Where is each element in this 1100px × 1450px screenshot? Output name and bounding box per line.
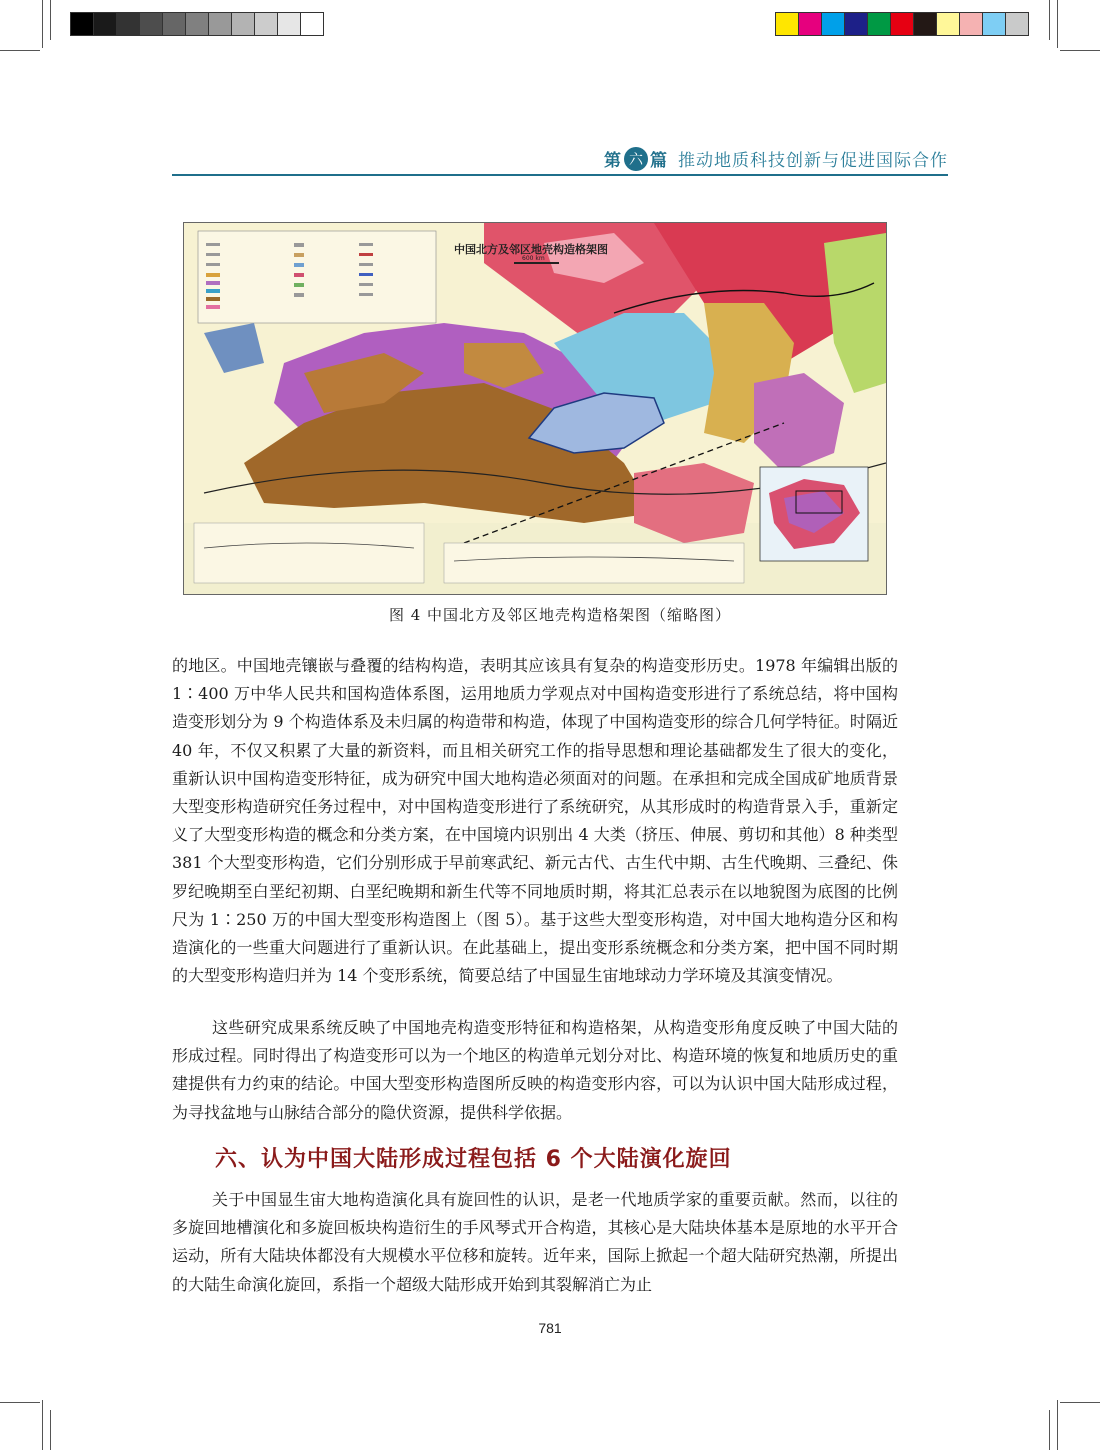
color-swatch — [845, 13, 868, 35]
crop-mark-top-left-h — [0, 50, 40, 51]
gray-swatch — [232, 13, 255, 35]
tectonic-map-image — [184, 223, 886, 594]
gray-swatch — [94, 13, 117, 35]
gray-swatch — [163, 13, 186, 35]
gray-swatch — [209, 13, 232, 35]
color-swatch — [891, 13, 914, 35]
page-number: 781 — [538, 1320, 562, 1336]
color-swatch — [799, 13, 822, 35]
color-swatch — [960, 13, 983, 35]
color-swatch — [983, 13, 1006, 35]
map-scale-label: 600 km — [522, 255, 545, 262]
part-suffix: 篇 — [650, 151, 668, 171]
grayscale-calibration-bar — [70, 12, 324, 36]
gray-swatch — [255, 13, 278, 35]
gray-swatch — [186, 13, 209, 35]
crop-mark-bottom-left-v — [50, 1410, 51, 1450]
gray-swatch — [301, 13, 323, 35]
crop-mark-bottom-right-v2 — [1057, 1400, 1058, 1450]
body-paragraph-1: 的地区。中国地壳镶嵌与叠覆的结构构造，表明其应该具有复杂的构造变形历史。1978 年编辑出版的 1∶400 万中华人民共和国构造体系图，运用地质力学观点对中国构造变形进行了系统总结，将中国构造变形划分为 9 个构造体系及未归属的构造带和构造，体现了中国构造变形的综合几何学特征。时隔近 40 年，不仅又积累了大量的新资料，而且相关研究工作的指导思想和理论基础都发生了很大的变化，重新认识中国构造变形特征，成为研究中国大地构造必须面对的问题。在承担和完成全国成矿地质背景大型变形构造研究任务过程中，对中国构造变形进行了系统研究，从其形成时的构造背景入手，重新定义了大型变形构造的概念和分类方案，在中国境内识别出 4 大类（挤压、伸展、剪切和其他）8 种类型 381 个大型变形构造，它们分别形成于早前寒武纪、新元古代、古生代中期、古生代晚期、三叠纪、侏罗纪晚期至白垩纪初期、白垩纪晚期和新生代等不同地质时期，将其汇总表示在以地貌图为底图的比例尺为 1∶250 万的中国大型变形构造图上（图 5）。基于这些大型变形构造，对中国大地构造分区和构造演化的一些重大问题进行了重新认识。在此基础上，提出变形系统概念和分类方案，把中国不同时期的大型变形构造归并为 14 个变形系统，简要总结了中国显生宙地球动力学环境及其演变情况。 — [172, 656, 898, 986]
color-swatch — [822, 13, 845, 35]
color-calibration-bar — [775, 12, 1029, 36]
color-swatch — [937, 13, 960, 35]
gray-swatch — [71, 13, 94, 35]
part-prefix: 第 — [604, 151, 622, 171]
figure-caption: 图 4 中国北方及邻区地壳构造格架图（缩略图） — [388, 606, 732, 624]
crop-mark-bottom-right-v — [1049, 1410, 1050, 1450]
header-title: 推动地质科技创新与促进国际合作 — [678, 151, 948, 171]
running-header — [172, 140, 948, 176]
section-heading: 六、认为中国大陆形成过程包括 6 个大陆演化旋回 — [215, 1147, 732, 1172]
crop-mark-top-right-v — [1049, 0, 1050, 40]
part-number-badge: 六 — [624, 147, 648, 171]
color-swatch — [868, 13, 891, 35]
crop-mark-bottom-left-v2 — [42, 1400, 43, 1450]
gray-swatch — [140, 13, 163, 35]
map-title: 中国北方及邻区地壳构造格架图 — [454, 243, 608, 256]
tectonic-map-figure — [183, 222, 887, 595]
crop-mark-top-left-v — [50, 0, 51, 40]
body-paragraph-3: 关于中国显生宙大地构造演化具有旋回性的认识，是老一代地质学家的重要贡献。然而，以往的多旋回地槽演化和多旋回板块构造衍生的手风琴式开合构造，其核心是大陆块体基本是原地的水平开合运动，所有大陆块体都没有大规模水平位移和旋转。近年来，国际上掀起一个超大陆研究热潮，所提出的大陆生命演化旋回，系指一个超级大陆形成开始到其裂解消亡为止 — [172, 1190, 898, 1294]
crop-mark-top-right-v2 — [1057, 0, 1058, 48]
color-swatch — [776, 13, 799, 35]
header-text — [604, 146, 948, 171]
crop-mark-bottom-right-h — [1060, 1402, 1100, 1403]
crop-mark-top-left-v2 — [42, 0, 43, 48]
body-paragraph-2: 这些研究成果系统反映了中国地壳构造变形特征和构造格架，从构造变形角度反映了中国大陆的形成过程。同时得出了构造变形可以为一个地区的构造单元划分对比、构造环境的恢复和地质历史的重建提供有力约束的结论。中国大型变形构造图所反映的构造变形内容，可以为认识中国大陆形成过程，为寻找盆地与山脉结合部分的隐伏资源，提供科学依据。 — [172, 1018, 898, 1122]
gray-swatch — [278, 13, 301, 35]
color-swatch — [1006, 13, 1028, 35]
gray-swatch — [117, 13, 140, 35]
header-rule — [172, 174, 948, 176]
crop-mark-top-right-h — [1060, 50, 1100, 51]
color-swatch — [914, 13, 937, 35]
crop-mark-bottom-left-h — [0, 1402, 40, 1403]
